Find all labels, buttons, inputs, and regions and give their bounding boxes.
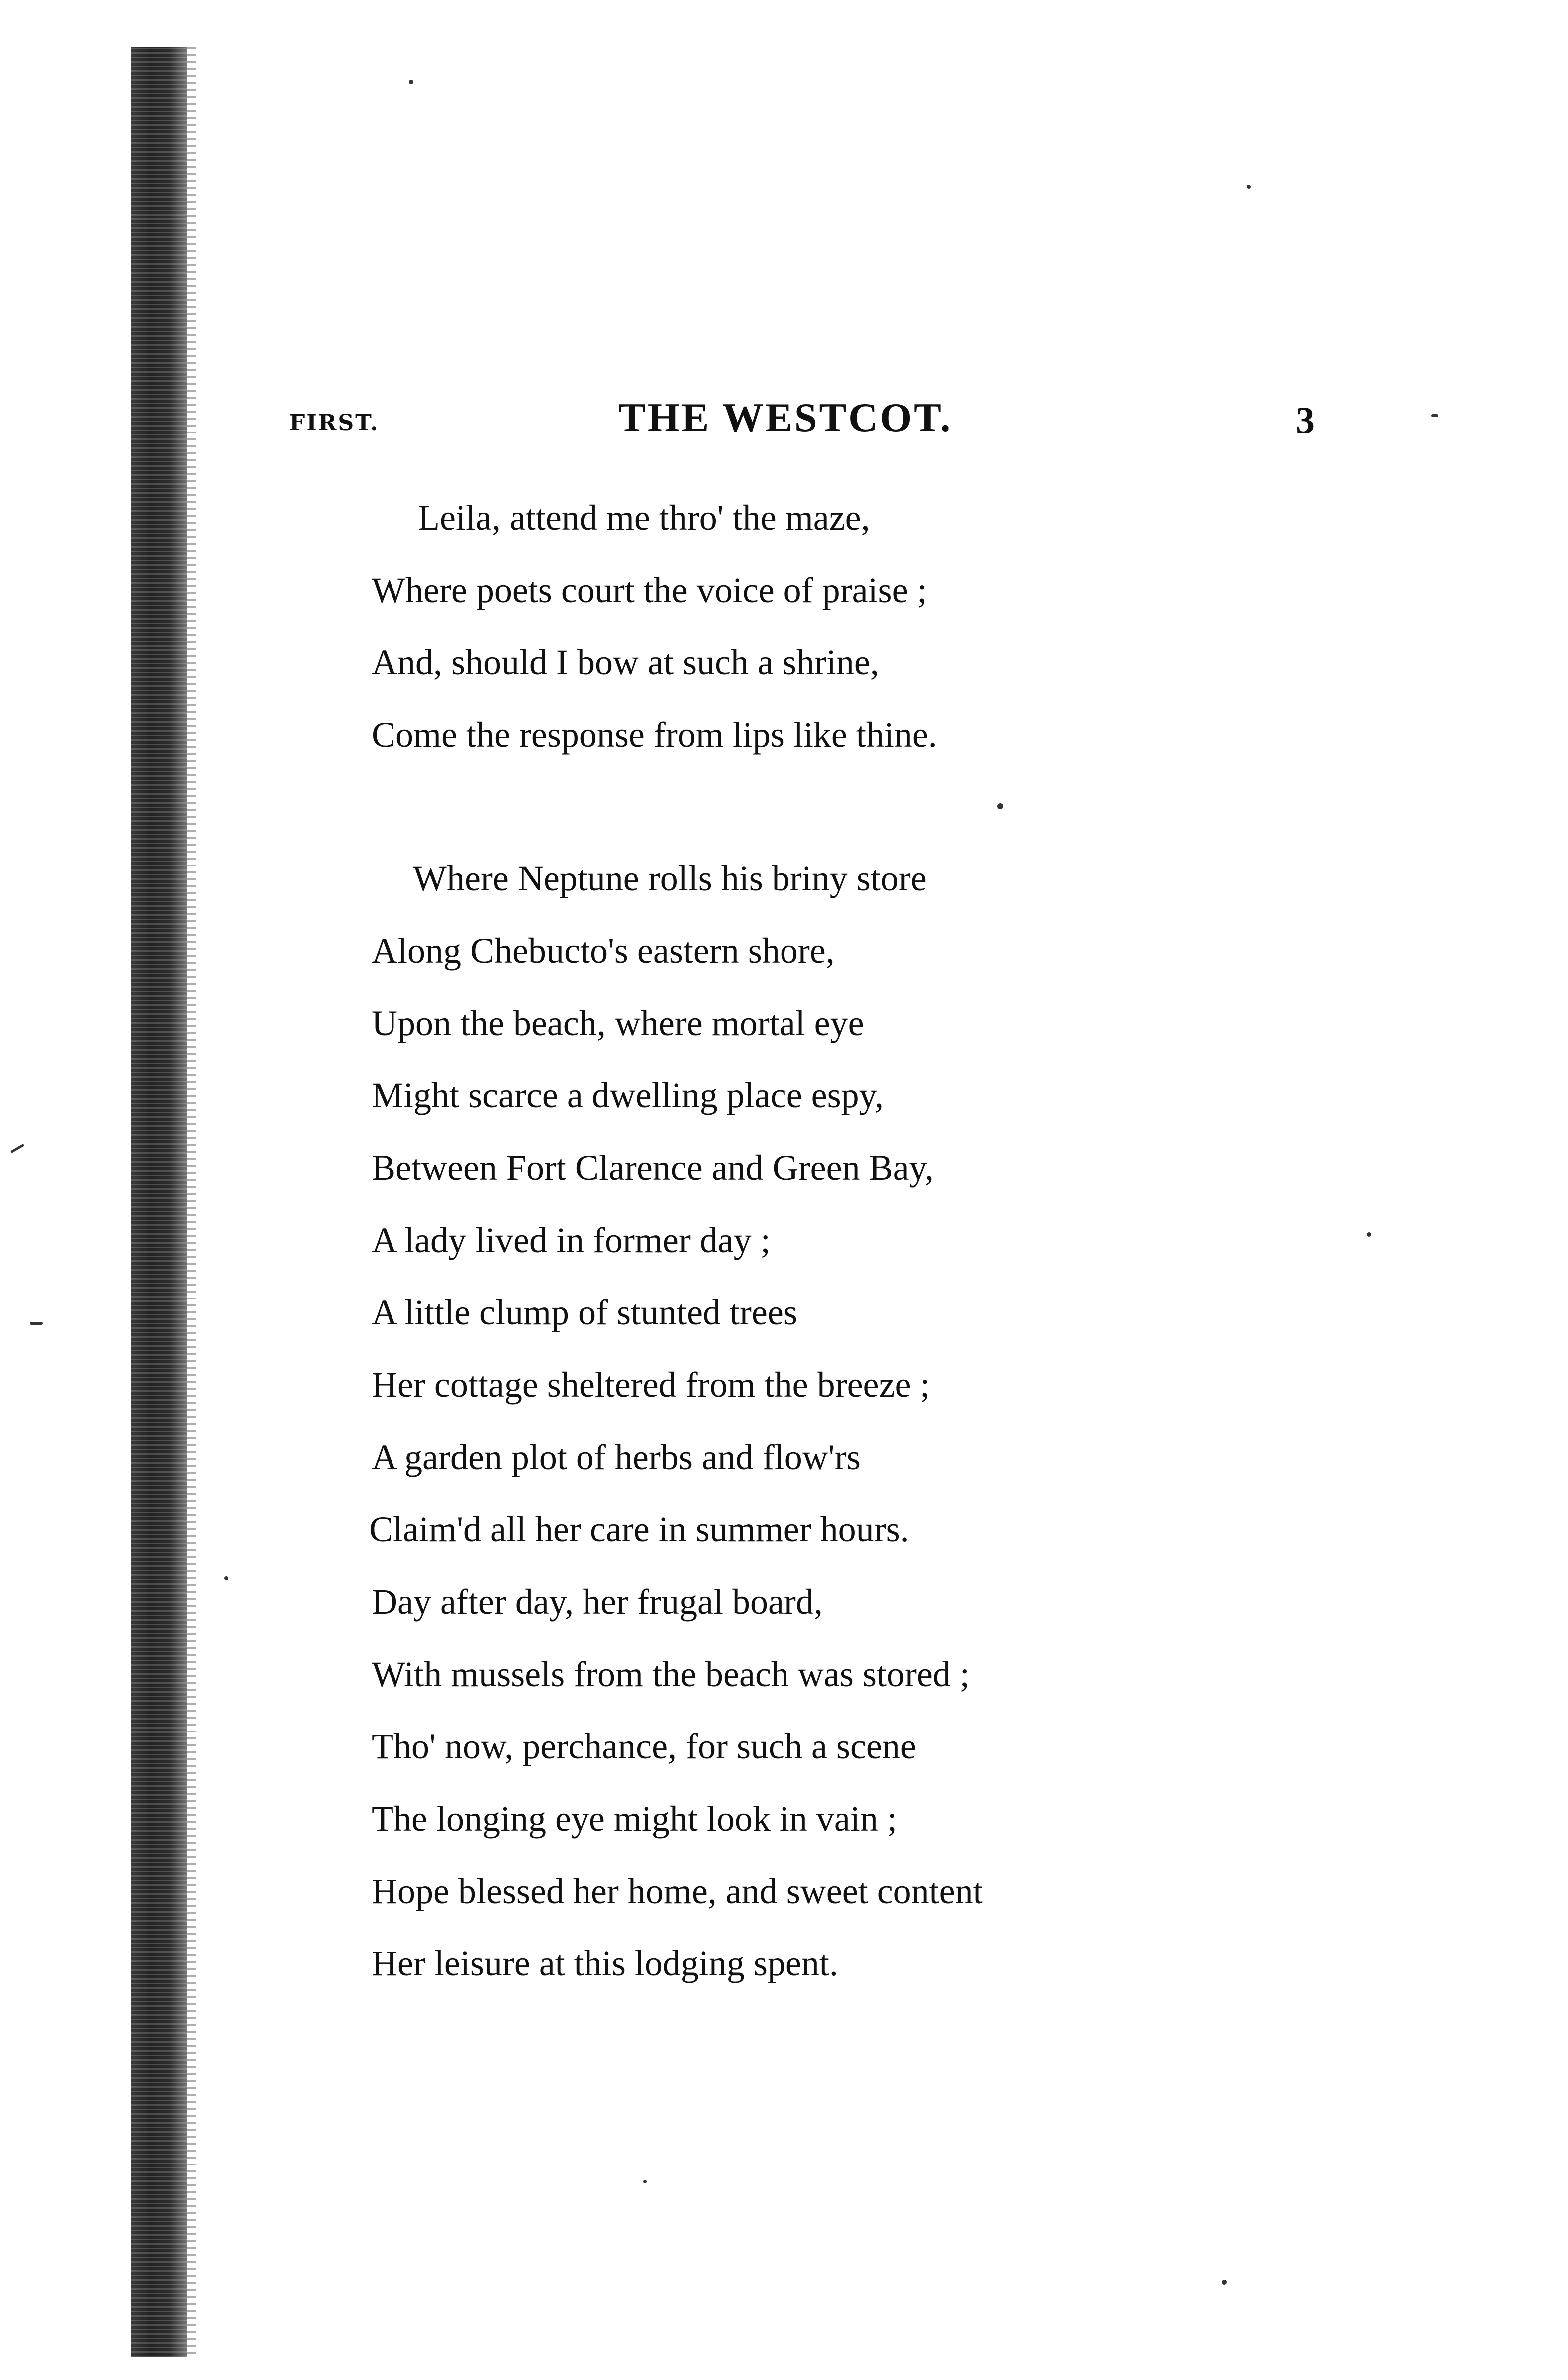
verse-line: Her leisure at this lodging spent. [372, 1944, 838, 1983]
verse-line: The longing eye might look in vain ; [372, 1799, 897, 1839]
verse-line: Day after day, her frugal board, [372, 1582, 823, 1622]
verse-line: A lady lived in former day ; [372, 1220, 771, 1260]
verse-line: Come the response from lips like thine. [372, 715, 937, 755]
verse-line: Between Fort Clarence and Green Bay, [372, 1148, 934, 1188]
verse-line: Might scarce a dwelling place espy, [372, 1076, 884, 1115]
print-speck [409, 80, 413, 84]
verse-line: Claim'd all her care in summer hours. [369, 1510, 909, 1549]
verse-line: And, should I bow at such a shrine, [372, 643, 879, 682]
print-speck [997, 803, 1003, 809]
print-speck [224, 1576, 228, 1580]
verse-line: Hope blessed her home, and sweet content [372, 1871, 983, 1911]
print-speck [1367, 1232, 1371, 1237]
verse-line: Leila, attend me thro' the maze, [418, 498, 870, 538]
print-speck [1247, 185, 1251, 189]
verse-line: A little clump of stunted trees [372, 1293, 797, 1332]
print-speck [10, 1144, 24, 1153]
running-head-section: FIRST. [289, 410, 380, 435]
print-speck [30, 1322, 43, 1325]
page-number: 3 [1296, 400, 1315, 441]
verse-line: Along Chebucto's eastern shore, [372, 931, 835, 971]
binding-edge [131, 47, 187, 2357]
verse-line: Upon the beach, where mortal eye [372, 1003, 864, 1043]
verse-line: Tho' now, perchance, for such a scene [372, 1727, 916, 1766]
running-head-title: THE WESTCOT. [618, 395, 953, 440]
verse-line: A garden plot of herbs and flow'rs [372, 1437, 861, 1477]
print-speck [643, 2180, 647, 2183]
print-speck [1431, 414, 1438, 417]
verse-line: Her cottage sheltered from the breeze ; [372, 1365, 930, 1405]
verse-line: With mussels from the beach was stored ; [372, 1654, 970, 1694]
print-speck [1222, 2280, 1227, 2285]
verse-line: Where Neptune rolls his briny store [413, 859, 927, 898]
verse-line: Where poets court the voice of praise ; [372, 570, 927, 610]
